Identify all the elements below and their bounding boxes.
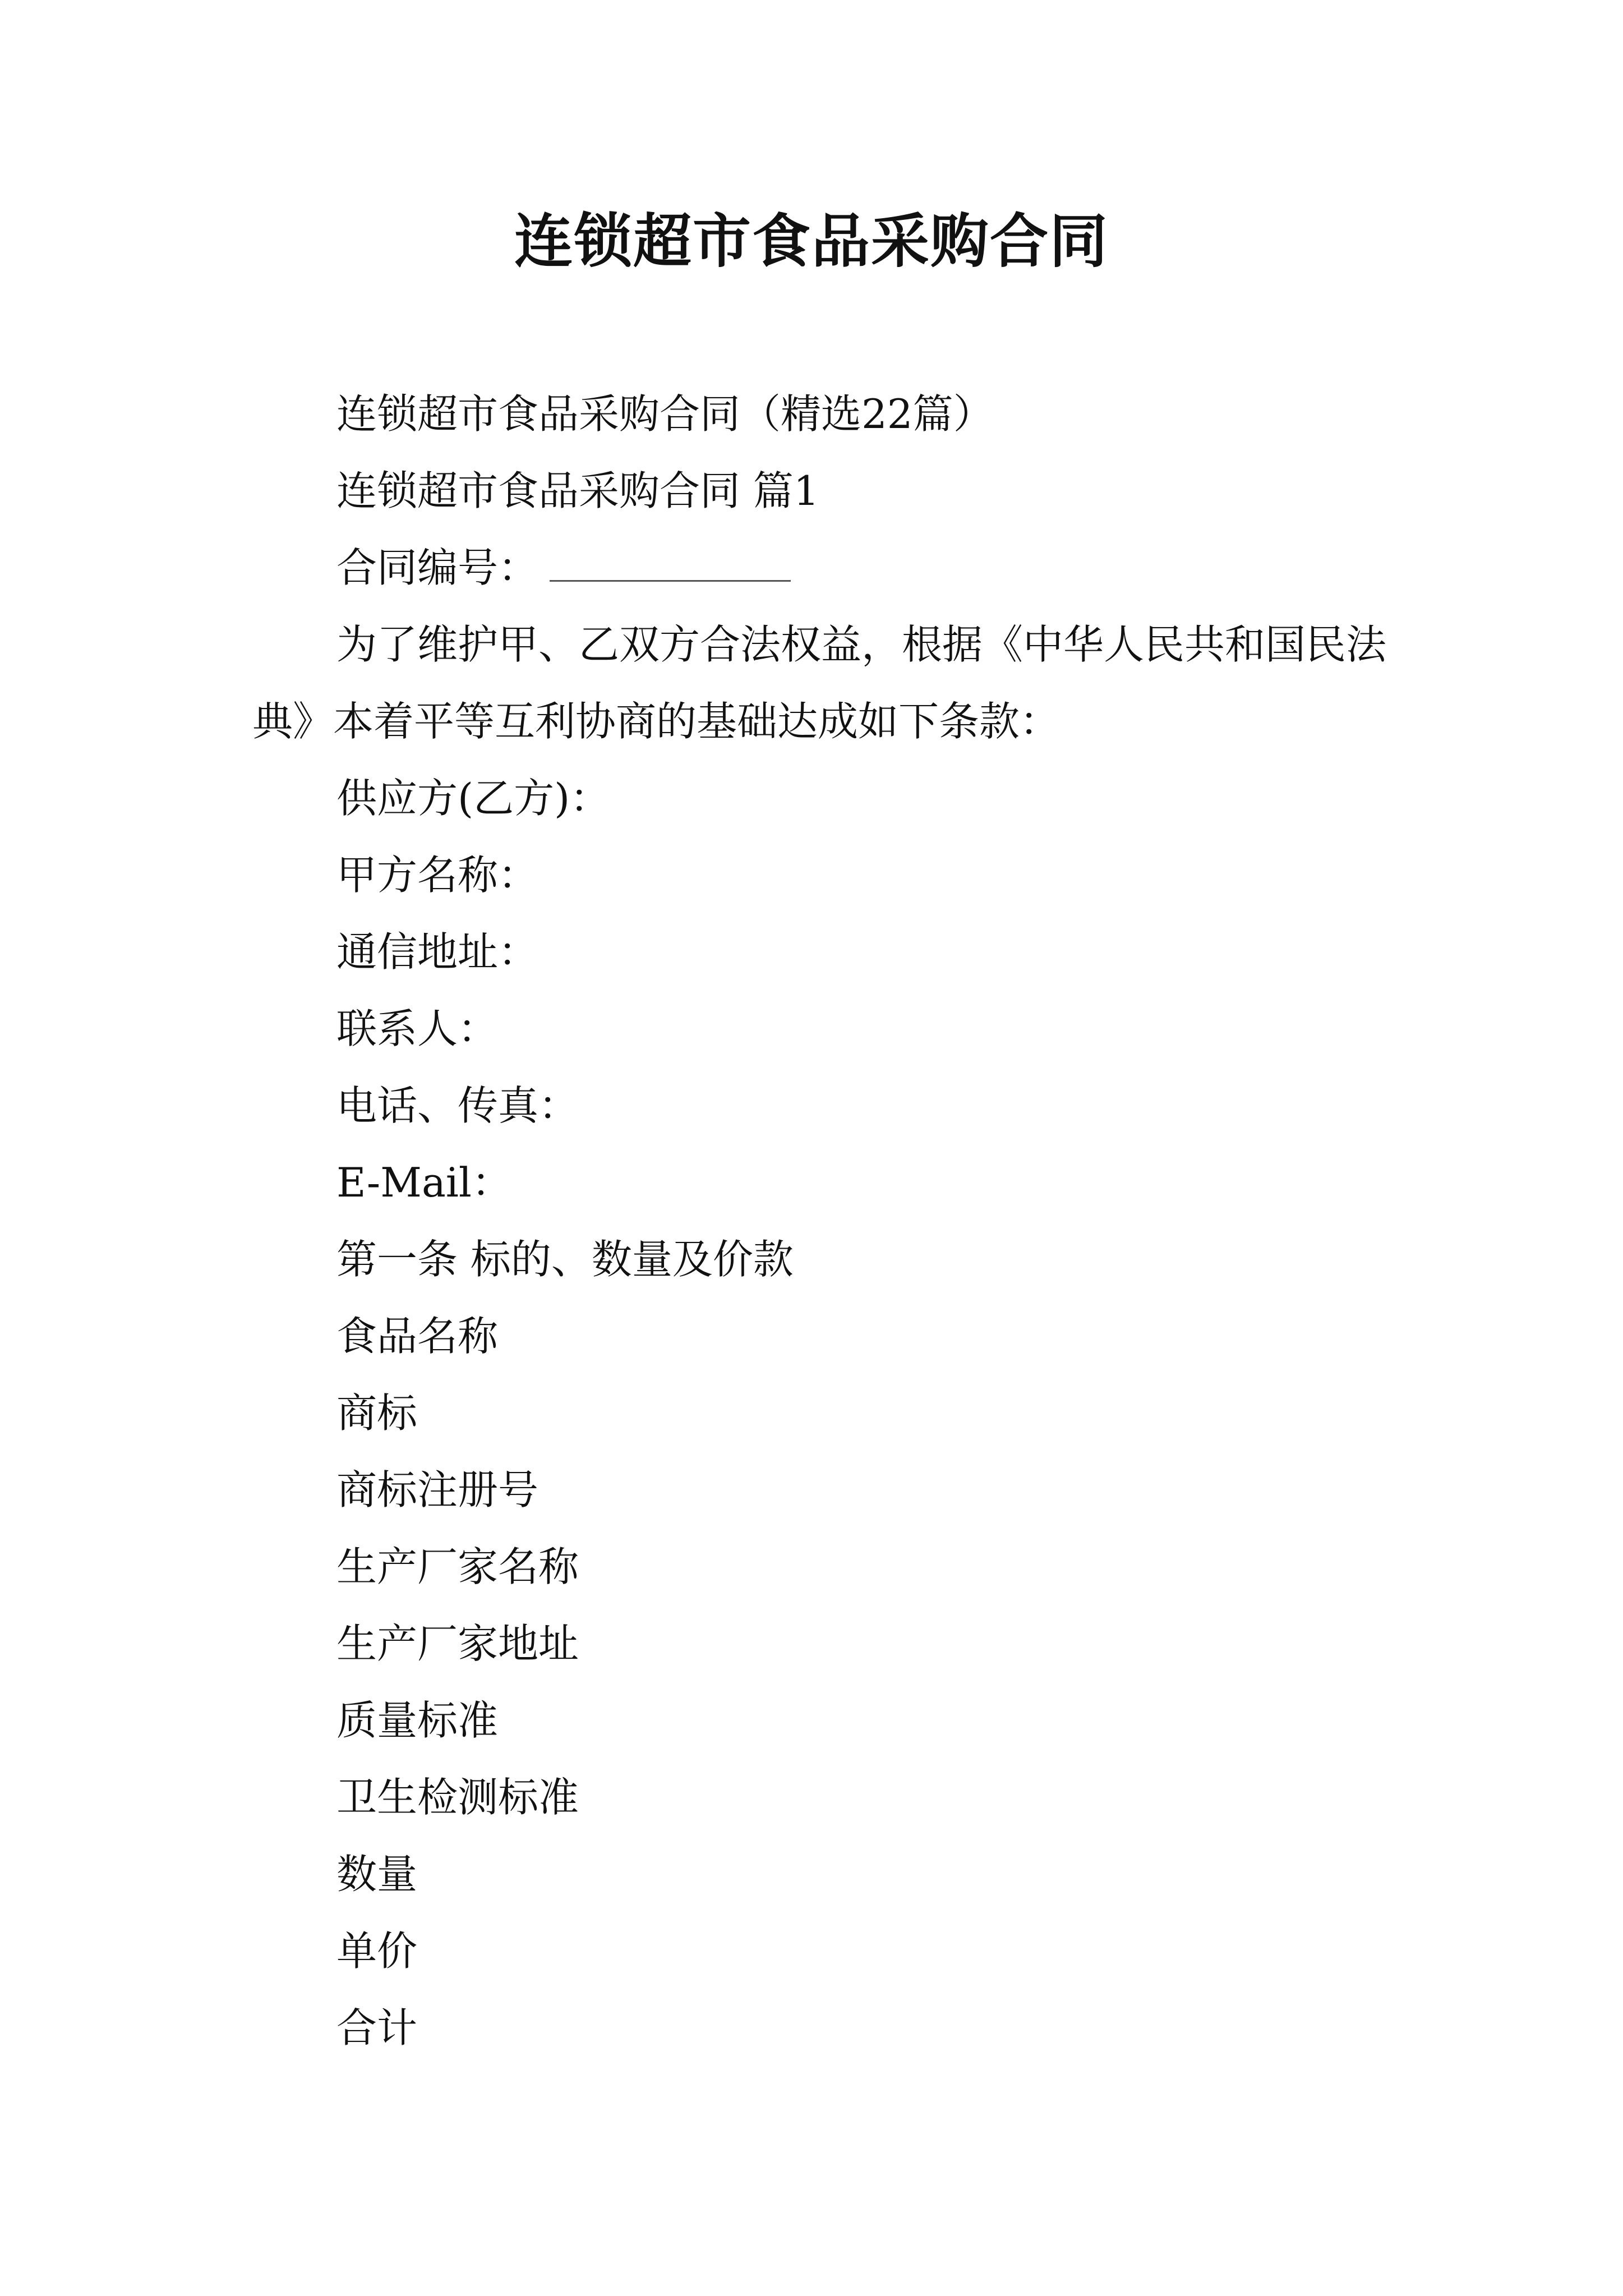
list-item: 质量标准 (336, 1697, 499, 1744)
list-item: 商标 (336, 1389, 418, 1437)
email-label: E-Mail： (336, 1159, 512, 1206)
preamble-paragraph: 为了维护甲、乙双方合法权益，根据《中华人民共和国民法典》本着平等互利协商的基础达成如下条款： (252, 621, 1387, 745)
list-item: 卫生检测标准 (336, 1774, 579, 1821)
list-item: 食品名称 (336, 1313, 499, 1360)
list-item: 商标注册号 (336, 1466, 539, 1513)
list-item: 合计 (336, 2004, 418, 2051)
party-a-name-label: 甲方名称： (336, 852, 539, 899)
subtitle-line: 连锁超市食品采购合同（精选22篇） (336, 390, 994, 438)
supplier-label: 供应方(乙方)： (336, 775, 611, 822)
list-item: 数量 (336, 1851, 418, 1898)
phone-fax-label: 电话、传真： (336, 1082, 579, 1129)
contract-number-label: 合同编号： (336, 544, 539, 591)
document-body (252, 376, 1391, 2067)
list-item: 单价 (336, 1927, 418, 1975)
contact-label: 联系人： (336, 1005, 499, 1052)
article-1-heading: 第一条 标的、数量及价款 (336, 1236, 794, 1283)
list-item: 生产厂家名称 (336, 1543, 579, 1590)
list-item: 生产厂家地址 (336, 1620, 579, 1667)
document-title: 连锁超市食品采购合同 (514, 206, 1109, 275)
contract-number-blank (550, 549, 791, 582)
address-label: 通信地址： (336, 928, 539, 976)
contract-number-line (252, 530, 1391, 606)
section-heading: 连锁超市食品采购合同 篇1 (336, 467, 819, 514)
